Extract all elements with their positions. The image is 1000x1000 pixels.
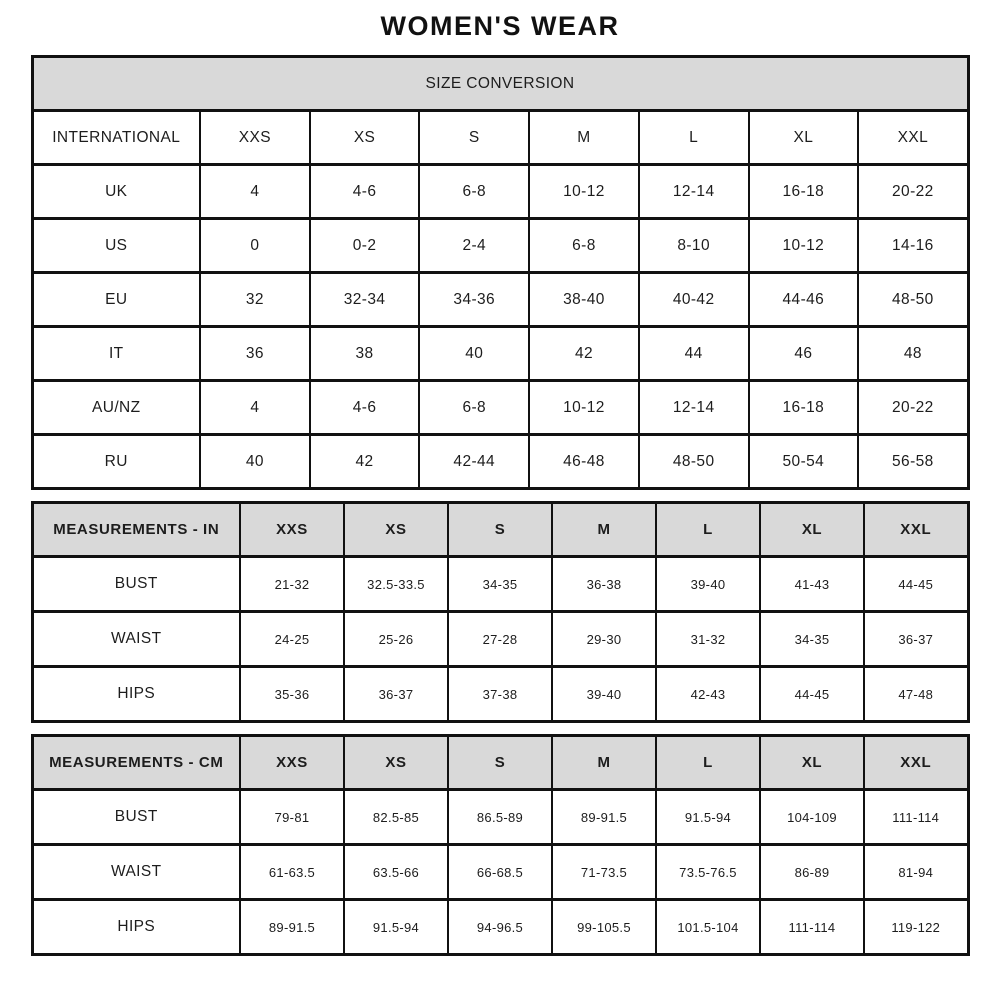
size-value-cell: 10-12	[529, 381, 639, 435]
size-value-cell: 8-10	[639, 219, 749, 273]
size-value-cell: 0	[200, 219, 310, 273]
measurement-value-cell: 91.5-94	[344, 900, 448, 955]
measurement-value-cell: 73.5-76.5	[656, 845, 760, 900]
table-row	[32, 435, 968, 489]
row-label: WAIST	[32, 845, 240, 900]
column-header: L	[639, 111, 749, 165]
size-value-cell: 12-14	[639, 381, 749, 435]
measurement-value-cell: 47-48	[864, 667, 968, 722]
measurement-value-cell: 42-43	[656, 667, 760, 722]
size-value-cell: 14-16	[858, 219, 968, 273]
row-label: BUST	[32, 790, 240, 845]
measurement-value-cell: 111-114	[760, 900, 864, 955]
table-row	[32, 381, 968, 435]
measurement-value-cell: 24-25	[240, 612, 344, 667]
measurement-value-cell: 34-35	[448, 557, 552, 612]
measurement-value-cell: 35-36	[240, 667, 344, 722]
size-value-cell: 42	[310, 435, 420, 489]
measurement-value-cell: 39-40	[656, 557, 760, 612]
measurements-in-table	[31, 501, 970, 723]
column-header: M	[529, 111, 639, 165]
column-header: XL	[760, 736, 864, 790]
column-header: S	[419, 111, 529, 165]
row-label: HIPS	[32, 900, 240, 955]
size-value-cell: 4	[200, 381, 310, 435]
measurement-value-cell: 36-37	[864, 612, 968, 667]
measurement-value-cell: 66-68.5	[448, 845, 552, 900]
size-value-cell: 16-18	[749, 165, 859, 219]
row-label: IT	[32, 327, 200, 381]
row-label: US	[32, 219, 200, 273]
measurement-value-cell: 29-30	[552, 612, 656, 667]
column-header: S	[448, 736, 552, 790]
size-value-cell: 40	[200, 435, 310, 489]
size-value-cell: 44-46	[749, 273, 859, 327]
column-header: XL	[749, 111, 859, 165]
table-row	[32, 667, 968, 722]
measurement-value-cell: 39-40	[552, 667, 656, 722]
measurement-value-cell: 34-35	[760, 612, 864, 667]
size-value-cell: 48-50	[639, 435, 749, 489]
column-header: XXL	[864, 503, 968, 557]
measurement-value-cell: 82.5-85	[344, 790, 448, 845]
size-value-cell: 50-54	[749, 435, 859, 489]
table-row	[32, 557, 968, 612]
size-value-cell: 44	[639, 327, 749, 381]
size-value-cell: 56-58	[858, 435, 968, 489]
measurement-value-cell: 91.5-94	[656, 790, 760, 845]
page-title: WOMEN'S WEAR	[380, 11, 620, 41]
column-header: INTERNATIONAL	[32, 111, 200, 165]
size-value-cell: 42-44	[419, 435, 529, 489]
size-conversion-table	[31, 55, 970, 490]
size-value-cell: 6-8	[419, 381, 529, 435]
column-header: XXS	[200, 111, 310, 165]
column-header: XXL	[858, 111, 968, 165]
column-header: XXS	[240, 736, 344, 790]
row-label: RU	[32, 435, 200, 489]
column-header: M	[552, 736, 656, 790]
measurement-value-cell: 89-91.5	[240, 900, 344, 955]
column-header: S	[448, 503, 552, 557]
measurement-value-cell: 27-28	[448, 612, 552, 667]
column-header: XS	[344, 503, 448, 557]
size-value-cell: 6-8	[419, 165, 529, 219]
size-value-cell: 32-34	[310, 273, 420, 327]
size-value-cell: 4-6	[310, 381, 420, 435]
size-value-cell: 4-6	[310, 165, 420, 219]
measurement-value-cell: 44-45	[864, 557, 968, 612]
measurement-value-cell: 79-81	[240, 790, 344, 845]
size-conversion-header: SIZE CONVERSION	[32, 57, 968, 111]
table-row	[32, 327, 968, 381]
table-row	[32, 219, 968, 273]
measurement-value-cell: 89-91.5	[552, 790, 656, 845]
column-header: XS	[344, 736, 448, 790]
measurement-value-cell: 94-96.5	[448, 900, 552, 955]
measurement-value-cell: 36-37	[344, 667, 448, 722]
row-label: WAIST	[32, 612, 240, 667]
column-header-row	[32, 736, 968, 790]
size-value-cell: 38-40	[529, 273, 639, 327]
measurement-value-cell: 32.5-33.5	[344, 557, 448, 612]
size-value-cell: 46-48	[529, 435, 639, 489]
measurement-value-cell: 86-89	[760, 845, 864, 900]
column-header: XS	[310, 111, 420, 165]
table-banner-row	[32, 57, 968, 111]
table-row	[32, 900, 968, 955]
measurements-cm-header: MEASUREMENTS - CM	[32, 736, 240, 790]
size-value-cell: 16-18	[749, 381, 859, 435]
measurement-value-cell: 111-114	[864, 790, 968, 845]
size-value-cell: 32	[200, 273, 310, 327]
row-label: HIPS	[32, 667, 240, 722]
column-header-row	[32, 111, 968, 165]
measurements-cm-table	[31, 734, 970, 956]
size-value-cell: 0-2	[310, 219, 420, 273]
row-label: UK	[32, 165, 200, 219]
size-value-cell: 42	[529, 327, 639, 381]
size-value-cell: 40	[419, 327, 529, 381]
size-value-cell: 20-22	[858, 381, 968, 435]
measurement-value-cell: 21-32	[240, 557, 344, 612]
size-value-cell: 10-12	[529, 165, 639, 219]
table-row	[32, 845, 968, 900]
measurement-value-cell: 25-26	[344, 612, 448, 667]
table-row	[32, 273, 968, 327]
row-label: BUST	[32, 557, 240, 612]
measurement-value-cell: 104-109	[760, 790, 864, 845]
size-value-cell: 2-4	[419, 219, 529, 273]
column-header: XXL	[864, 736, 968, 790]
size-value-cell: 20-22	[858, 165, 968, 219]
size-value-cell: 12-14	[639, 165, 749, 219]
size-value-cell: 36	[200, 327, 310, 381]
measurement-value-cell: 41-43	[760, 557, 864, 612]
measurement-value-cell: 71-73.5	[552, 845, 656, 900]
measurement-value-cell: 101.5-104	[656, 900, 760, 955]
measurement-value-cell: 44-45	[760, 667, 864, 722]
measurement-value-cell: 119-122	[864, 900, 968, 955]
measurement-value-cell: 86.5-89	[448, 790, 552, 845]
column-header: XXS	[240, 503, 344, 557]
size-value-cell: 48	[858, 327, 968, 381]
size-value-cell: 48-50	[858, 273, 968, 327]
size-value-cell: 46	[749, 327, 859, 381]
table-row	[32, 165, 968, 219]
column-header: M	[552, 503, 656, 557]
measurement-value-cell: 31-32	[656, 612, 760, 667]
column-header: XL	[760, 503, 864, 557]
size-value-cell: 38	[310, 327, 420, 381]
size-value-cell: 6-8	[529, 219, 639, 273]
measurement-value-cell: 36-38	[552, 557, 656, 612]
size-value-cell: 34-36	[419, 273, 529, 327]
column-header: L	[656, 503, 760, 557]
measurement-value-cell: 37-38	[448, 667, 552, 722]
row-label: AU/NZ	[32, 381, 200, 435]
size-chart-page	[31, 0, 970, 956]
measurements-in-header: MEASUREMENTS - IN	[32, 503, 240, 557]
measurement-value-cell: 61-63.5	[240, 845, 344, 900]
column-header-row	[32, 503, 968, 557]
size-value-cell: 10-12	[749, 219, 859, 273]
table-row	[32, 612, 968, 667]
measurement-value-cell: 81-94	[864, 845, 968, 900]
column-header: L	[656, 736, 760, 790]
table-row	[32, 790, 968, 845]
measurement-value-cell: 63.5-66	[344, 845, 448, 900]
row-label: EU	[32, 273, 200, 327]
size-value-cell: 40-42	[639, 273, 749, 327]
measurement-value-cell: 99-105.5	[552, 900, 656, 955]
size-value-cell: 4	[200, 165, 310, 219]
